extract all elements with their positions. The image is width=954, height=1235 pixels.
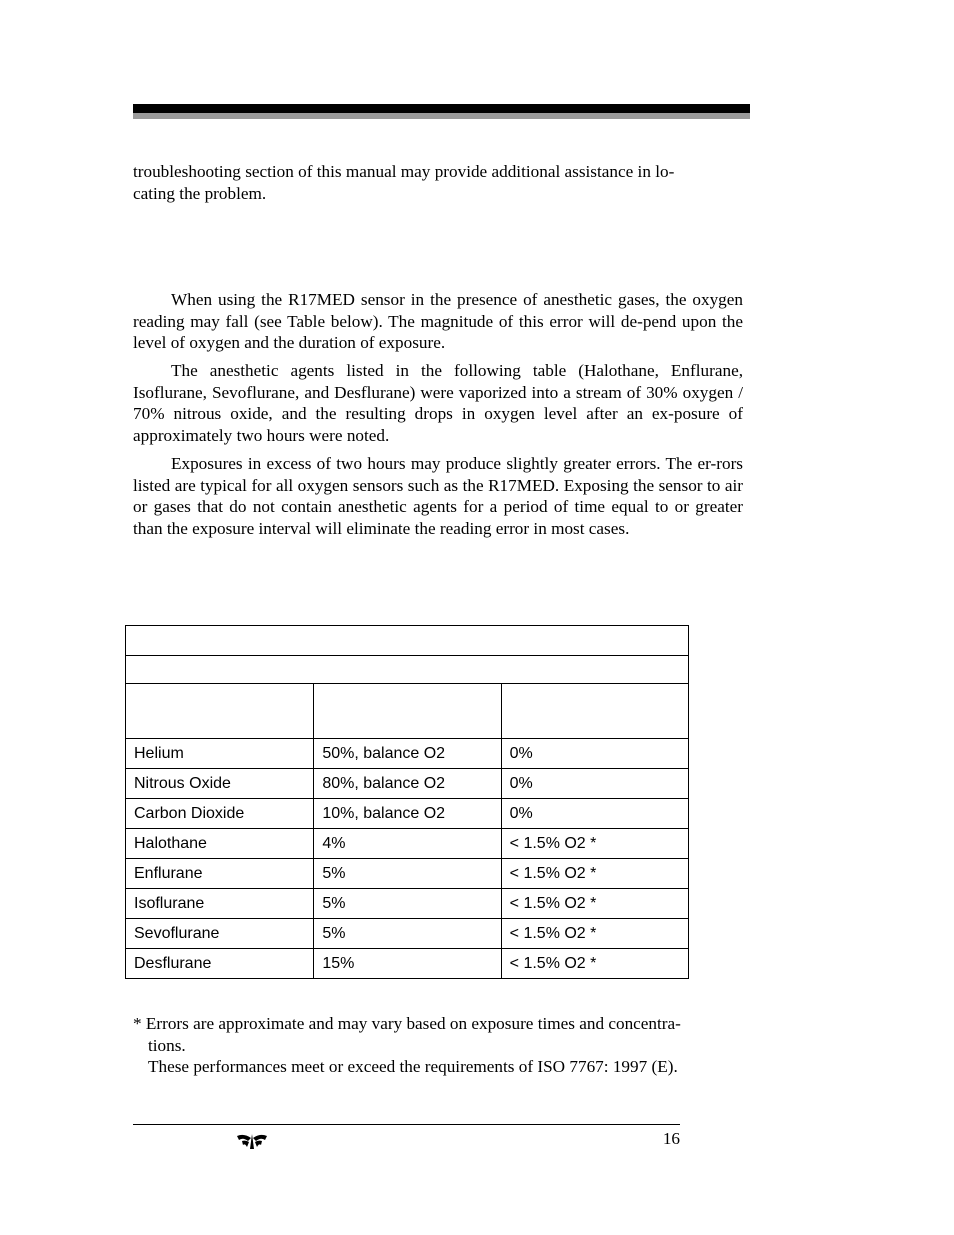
table-title-cell	[126, 626, 689, 656]
table-row	[126, 829, 689, 859]
table-row	[126, 859, 689, 889]
concentration-cell: 15%	[314, 949, 501, 979]
table-header-row	[126, 684, 689, 739]
intro-line-2: cating the problem.	[133, 184, 267, 203]
footnote-line-2: tions.	[148, 1036, 186, 1055]
page-number: 16	[662, 1129, 680, 1148]
paragraph-2: The anesthetic agents listed in the following table (Halothane, Enflurane, Isoflurane, Sevoflurane, and Desflurane) were vaporized into a stream of 30% oxygen / 70% nitrous oxide, and the resulting drops in oxygen level after an ex-posure of approximately two hours were noted.	[133, 361, 743, 445]
error-cell: < 1.5% O2 *	[501, 889, 688, 919]
footnote-line-1: * Errors are approximate and may vary based on exposure times and concentra-	[133, 1014, 681, 1033]
footnote-line-3: These performances meet or exceed the requirements of ISO 7767: 1997 (E).	[148, 1057, 678, 1076]
error-cell: < 1.5% O2 *	[501, 919, 688, 949]
error-cell: 0%	[501, 799, 688, 829]
table-row	[126, 919, 689, 949]
intro-line-1: troubleshooting section of this manual may provide additional assistance in lo-	[133, 162, 675, 181]
gas-cell: Helium	[126, 739, 314, 769]
gas-cell: Halothane	[126, 829, 314, 859]
table-subtitle-cell	[126, 656, 689, 684]
anesthetic-gas-table	[125, 625, 689, 979]
concentration-cell: 5%	[314, 889, 501, 919]
paragraph-1: When using the R17MED sensor in the presence of anesthetic gases, the oxygen reading may fall (see Table below). The magnitude of this error will de-pend upon the level of oxygen and the duration of exposure.	[133, 290, 743, 353]
error-cell: < 1.5% O2 *	[501, 949, 688, 979]
teledyne-logo-icon	[236, 1132, 268, 1150]
gas-cell: Isoflurane	[126, 889, 314, 919]
paragraph-3: Exposures in excess of two hours may produce slightly greater errors. The er-rors listed are typical for all oxygen sensors such as the R17MED. Exposing the sensor to air or gases that do not contain anesthetic agents for a period of time equal to or greater than the exposure interval will eliminate the reading error in most cases.	[133, 454, 743, 538]
error-cell: < 1.5% O2 *	[501, 859, 688, 889]
error-cell: < 1.5% O2 *	[501, 829, 688, 859]
table-row	[126, 949, 689, 979]
concentration-cell: 10%, balance O2	[314, 799, 501, 829]
concentration-cell: 80%, balance O2	[314, 769, 501, 799]
header-rule-black	[133, 104, 750, 113]
gas-cell: Sevoflurane	[126, 919, 314, 949]
table-row	[126, 799, 689, 829]
concentration-cell: 5%	[314, 919, 501, 949]
header-cell-gas	[126, 684, 314, 739]
header-cell-concentration	[314, 684, 501, 739]
concentration-cell: 4%	[314, 829, 501, 859]
header-cell-error	[501, 684, 688, 739]
gas-cell: Enflurane	[126, 859, 314, 889]
table-row	[126, 739, 689, 769]
header-rule-gray	[133, 113, 750, 119]
gas-cell: Carbon Dioxide	[126, 799, 314, 829]
gas-cell: Nitrous Oxide	[126, 769, 314, 799]
table-row	[126, 889, 689, 919]
table-title-row	[126, 626, 689, 656]
gas-cell: Desflurane	[126, 949, 314, 979]
concentration-cell: 50%, balance O2	[314, 739, 501, 769]
error-cell: 0%	[501, 769, 688, 799]
table-subtitle-row	[126, 656, 689, 684]
concentration-cell: 5%	[314, 859, 501, 889]
footer-rule	[133, 1124, 680, 1125]
error-cell: 0%	[501, 739, 688, 769]
table-row	[126, 769, 689, 799]
